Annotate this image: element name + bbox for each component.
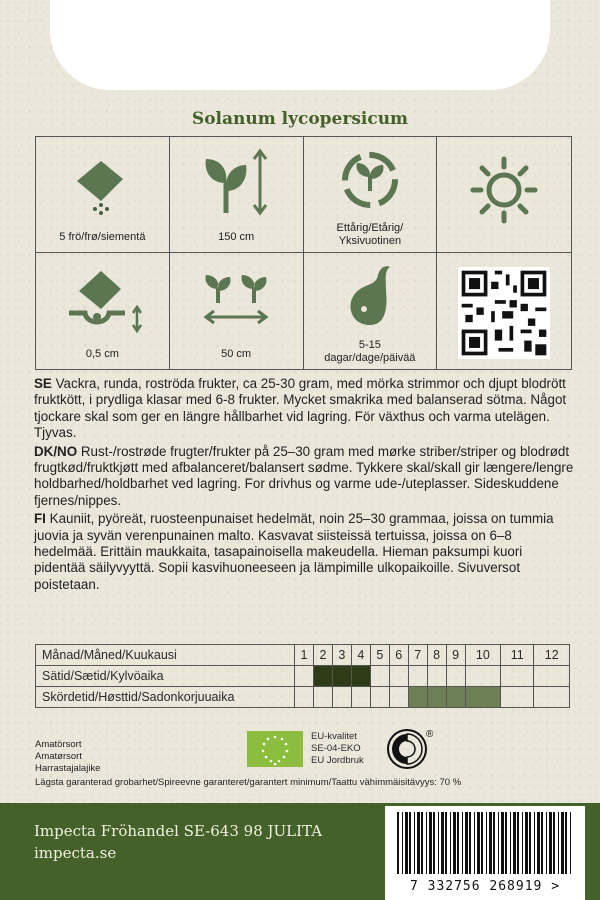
cell-qr	[437, 253, 571, 369]
info-grid	[35, 136, 572, 370]
sow-month-2	[313, 666, 332, 687]
caption-seed-count: 5 frö/frø/siementä	[59, 231, 146, 243]
barcode-bar	[505, 812, 507, 874]
sow-month-12	[534, 666, 570, 687]
barcode-bar	[405, 812, 408, 874]
barcode-bar	[510, 812, 511, 874]
germination-guarantee: Lägsta garanterad grobarhet/Spireevne garanteret/garantert minimum/Taattu vähimmäisitävyys: 70 %	[35, 777, 462, 788]
caption-lifecycle: Ettårig/Etårig/ Yksivuotinen	[336, 222, 404, 247]
lang-code-se: SE	[34, 376, 52, 391]
eu-agriculture: EU Jordbruk	[311, 755, 364, 766]
sowing-depth-icon	[57, 263, 147, 335]
barcode-bar	[561, 812, 564, 874]
amateur-dk: Amatørsort	[35, 751, 82, 762]
company-website[interactable]: impecta.se	[34, 844, 117, 862]
month-11: 11	[501, 645, 534, 666]
barcode-bar	[465, 812, 468, 874]
barcode-bar	[462, 812, 463, 874]
month-9: 9	[446, 645, 465, 666]
month-5: 5	[370, 645, 389, 666]
barcode-bar	[417, 812, 420, 874]
germination-icon	[340, 263, 400, 329]
harvest-month-5	[370, 687, 389, 708]
sow-month-1	[295, 666, 314, 687]
harvest-month-6	[389, 687, 408, 708]
sow-month-5	[370, 666, 389, 687]
harvest-month-1	[295, 687, 314, 708]
barcode-bar	[433, 812, 435, 874]
barcode-bar	[426, 812, 427, 874]
barcode-bar	[529, 812, 531, 874]
eu-leaf-icon	[247, 731, 303, 767]
sow-month-9	[446, 666, 465, 687]
harvest-month-10	[465, 687, 501, 708]
barcode-bar	[441, 812, 444, 874]
amateur-fi: Harrastajalajike	[35, 763, 101, 774]
cell-lifecycle	[304, 137, 438, 253]
plant-height-icon	[196, 147, 276, 217]
barcode-bar	[565, 812, 567, 874]
calendar-row-sowing	[36, 666, 570, 687]
barcode-bar	[481, 812, 483, 874]
green-dot-recycling-icon	[385, 727, 437, 773]
barcode-bar	[486, 812, 487, 874]
barcode-bar	[546, 812, 547, 874]
lang-code-fi: FI	[34, 511, 46, 527]
barcode-bar	[498, 812, 499, 874]
month-6: 6	[389, 645, 408, 666]
caption-plant-spacing: 50 cm	[221, 348, 252, 360]
eu-quality: EU-kvalitet	[311, 731, 357, 742]
barcode-bar	[474, 812, 475, 874]
barcode-bar	[469, 812, 471, 874]
registered-mark: ®	[426, 729, 434, 740]
plant-spacing-icon	[196, 263, 276, 329]
desc-se-text: Vackra, runda, roströda frukter, ca 25-30 gram, med mörka strimmor och djupt blodrött fruktkött, i prydliga klasar med 6-8 frukter. Mycket smakrika med balanserad sötma. Något tjockare skal som ger en längre hållbarhet vid lagring. För växthus och varma utelägen. Tjyvas.	[34, 376, 567, 441]
harvest-month-7	[408, 687, 427, 708]
desc-fi	[34, 511, 574, 593]
desc-fi-text: Kauniit, pyöreät, ruosteenpunaiset hedelmät, noin 25–30 grammaa, joissa on tummia juovia ja syvän verenpunainen malto. Kasvavat siisteissä tertuissa, joissa on 6–8 hedelmää. Erittäin maukkaita, tasapainoisella makeudella. Hieman paksumpi kuori pidentää säilyvyyttä. Sopii kasvihuoneeseen ja lämpimille ulkopaikoille. Sivuversot poistetaan.	[34, 511, 554, 592]
barcode-bar	[397, 812, 399, 874]
barcode-bar	[541, 812, 543, 874]
hang-hole	[50, 0, 550, 90]
caption-germination: 5-15 dagar/dage/päivää	[324, 339, 416, 364]
barcode-bar	[570, 812, 571, 874]
barcode-bar	[438, 812, 439, 874]
cell-sun	[437, 137, 571, 253]
barcode	[385, 806, 585, 900]
barcode-bar	[489, 812, 492, 874]
sow-month-3	[332, 666, 351, 687]
caption-sowing-depth: 0,5 cm	[85, 348, 119, 360]
harvest-month-11	[501, 687, 534, 708]
harvest-month-8	[427, 687, 446, 708]
cell-germination	[304, 253, 438, 369]
desc-se	[34, 376, 574, 442]
desc-dk-text: Rust-/rostrøde frugter/frukter på 25–30 gram med mørke striber/striper og blodrødt frugtkød/fruktkjøtt med afbalanceret/balansert sødme. Tykkere skal/skall gir længere/lengre holdbarhed/holdbarhet ved lagring. For drivhus og varme ude-/uteplasser. Sideskuddene fjernes/nippes.	[34, 443, 574, 508]
barcode-bars	[395, 812, 575, 874]
cell-sowing-depth	[36, 253, 170, 369]
qr-code-icon[interactable]	[458, 267, 550, 359]
harvest-month-9	[446, 687, 465, 708]
barcode-bar	[558, 812, 559, 874]
seed-packet-icon	[67, 147, 137, 217]
month-3: 3	[332, 645, 351, 666]
calendar-header-row	[36, 645, 570, 666]
harvest-month-2	[313, 687, 332, 708]
barcode-bar	[522, 812, 523, 874]
barcode-bar	[534, 812, 535, 874]
barcode-bar	[537, 812, 540, 874]
harvest-month-3	[332, 687, 351, 708]
calendar-header: Månad/Måned/Kuukausi	[36, 645, 295, 666]
cell-seed-count	[36, 137, 170, 253]
barcode-bar	[402, 812, 403, 874]
sowing-calendar	[35, 644, 570, 708]
species-name: Solanum lycopersicum	[191, 109, 409, 129]
eu-certification	[311, 731, 364, 767]
barcode-bar	[421, 812, 423, 874]
harvest-month-12	[534, 687, 570, 708]
month-2: 2	[313, 645, 332, 666]
month-1: 1	[295, 645, 314, 666]
sow-month-11	[501, 666, 534, 687]
barcode-bar	[549, 812, 552, 874]
caption-plant-height: 150 cm	[218, 231, 255, 243]
eu-organic-logo	[247, 731, 303, 767]
barcode-bar	[477, 812, 480, 874]
barcode-bar	[525, 812, 528, 874]
annual-cycle-icon	[335, 147, 405, 213]
barcode-bar	[513, 812, 516, 874]
barcode-bar	[553, 812, 555, 874]
harvest-label: Skördetid/Høsttid/Sadonkorjuuaika	[36, 687, 295, 708]
barcode-bar	[445, 812, 447, 874]
amateur-se: Amatörsort	[35, 739, 82, 750]
cell-plant-height	[170, 137, 304, 253]
barcode-number: 7 332756 268919 >	[409, 879, 561, 894]
month-12: 12	[534, 645, 570, 666]
barcode-bar	[414, 812, 415, 874]
sow-month-6	[389, 666, 408, 687]
month-4: 4	[351, 645, 370, 666]
description	[34, 376, 574, 595]
sow-month-8	[427, 666, 446, 687]
barcode-bar	[457, 812, 459, 874]
lang-code-dk: DK/NO	[34, 443, 78, 459]
month-7: 7	[408, 645, 427, 666]
barcode-bar	[450, 812, 451, 874]
sun-icon	[469, 155, 539, 225]
month-8: 8	[427, 645, 446, 666]
company-info	[34, 820, 322, 864]
company-address: Impecta Fröhandel SE-643 98 JULITA	[34, 822, 323, 840]
barcode-bar	[453, 812, 456, 874]
amateur-variety	[35, 739, 100, 775]
cell-plant-spacing	[170, 253, 304, 369]
desc-dk	[34, 444, 574, 510]
sow-month-7	[408, 666, 427, 687]
sowing-label: Sätid/Sætid/Kylvöaika	[36, 666, 295, 687]
barcode-bar	[493, 812, 495, 874]
harvest-month-4	[351, 687, 370, 708]
barcode-bar	[409, 812, 411, 874]
barcode-bar	[517, 812, 519, 874]
calendar-row-harvest	[36, 687, 570, 708]
sow-month-10	[465, 666, 501, 687]
sow-month-4	[351, 666, 370, 687]
barcode-bar	[501, 812, 504, 874]
month-10: 10	[465, 645, 501, 666]
eu-code: SE-04-EKO	[311, 743, 361, 754]
barcode-bar	[429, 812, 432, 874]
